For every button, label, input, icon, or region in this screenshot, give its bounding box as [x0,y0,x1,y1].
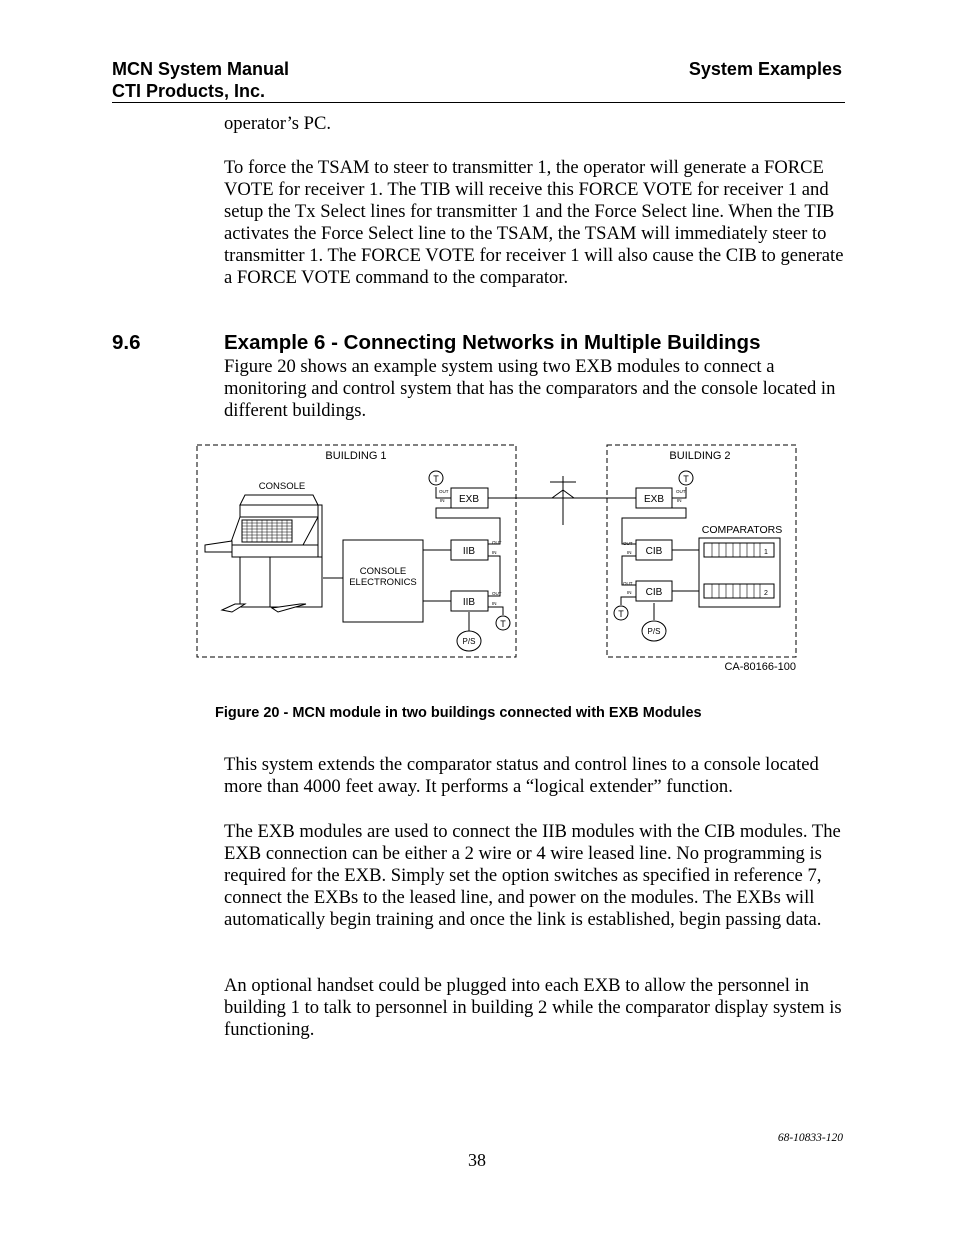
paragraph-logical-extender: This system extends the comparator status and control lines to a console located more than 4000 feet away. It performs a “logical extender” function. [224,754,819,798]
port-in-label: IN [492,550,497,555]
paragraph-continued: operator’s PC. [224,113,332,134]
section-number: 9.6 [112,331,141,354]
terminator-label: T [500,619,506,629]
port-out-label: OUT [492,591,502,596]
console-drawing [205,495,322,612]
building1-label: BUILDING 1 [325,450,387,462]
paragraph-force-vote: To force the TSAM to steer to transmitter 1, the operator will generate a FORCE VOTE for receiver 1. The TIB will receive this FORCE VOTE for receiver 1 and setup the Tx Select lines for transmitter 1 and the Force Select line. When the TIB activates the Force Select line to the TSAM, the TSAM will immediately steer to transmitter 1. The FORCE VOTE for receiver 1 will also cause the CIB to generate a FORCE VOTE command to the comparator. [224,157,844,289]
exb-label-2: EXB [643,494,665,505]
port-in-label: IN [492,601,497,606]
paragraph-exb-modules: The EXB modules are used to connect the IIB modules with the CIB modules. The EXB connection can be either a 2 wire or 4 wire leased line. No programming is required for the EXB. Simply set the option switches as specified in reference 7, connect the EXBs to the leased line, and power on the modules. The EXBs will automatically begin training and once the link is established, begin passing data. [224,821,841,931]
comparator-2-label: 2 [764,590,768,597]
document-number: 68-10833-120 [777,1132,843,1144]
console-label: CONSOLE [258,481,306,492]
terminator-label: T [618,609,624,619]
port-in-label: IN [440,498,445,503]
console-electronics-label-1: CONSOLE [359,566,407,577]
page-number: 38 [468,1150,486,1170]
drawing-number: CA-80166-100 [724,661,796,673]
terminator-label: T [683,474,689,484]
building2-label: BUILDING 2 [669,450,731,462]
port-in-label: IN [627,550,632,555]
cib-label-2: CIB [645,587,663,598]
port-out-label: OUT [676,489,686,494]
port-in-label: IN [627,590,632,595]
port-out-label: OUT [439,489,449,494]
section-title: Example 6 - Connecting Networks in Multiple Buildings [224,331,761,354]
chapter-title: System Examples [688,59,842,79]
iib-label-1: IIB [462,546,476,557]
iib-label-2: IIB [462,597,476,608]
section-intro: Figure 20 shows an example system using two EXB modules to connect a monitoring and control system that has the comparators and the console located in different buildings. [224,356,836,422]
power-supply-label: P/S [462,637,476,646]
leased-line-symbol [550,476,576,525]
manual-title: MCN System Manual [112,59,290,79]
paragraph-handset: An optional handset could be plugged into each EXB to allow the personnel in building 1 to talk to personnel in building 2 while the comparator display system is functioning. [224,975,842,1041]
exb-label-1: EXB [458,494,480,505]
company-name: CTI Products, Inc. [112,81,266,101]
figure-caption: Figure 20 - MCN module in two buildings connected with EXB Modules [215,705,702,721]
terminator-label: T [433,474,439,484]
port-out-label: OUT [492,540,502,545]
comparators-label: COMPARATORS [701,524,783,536]
power-supply-label: P/S [647,627,661,636]
port-out-label: OUT [623,541,633,546]
port-in-label: IN [677,498,682,503]
console-electronics-label-2: ELECTRONICS [349,577,417,588]
comparator-1-label: 1 [764,549,768,556]
port-out-label: OUT [623,581,633,586]
cib-label-1: CIB [645,546,663,557]
